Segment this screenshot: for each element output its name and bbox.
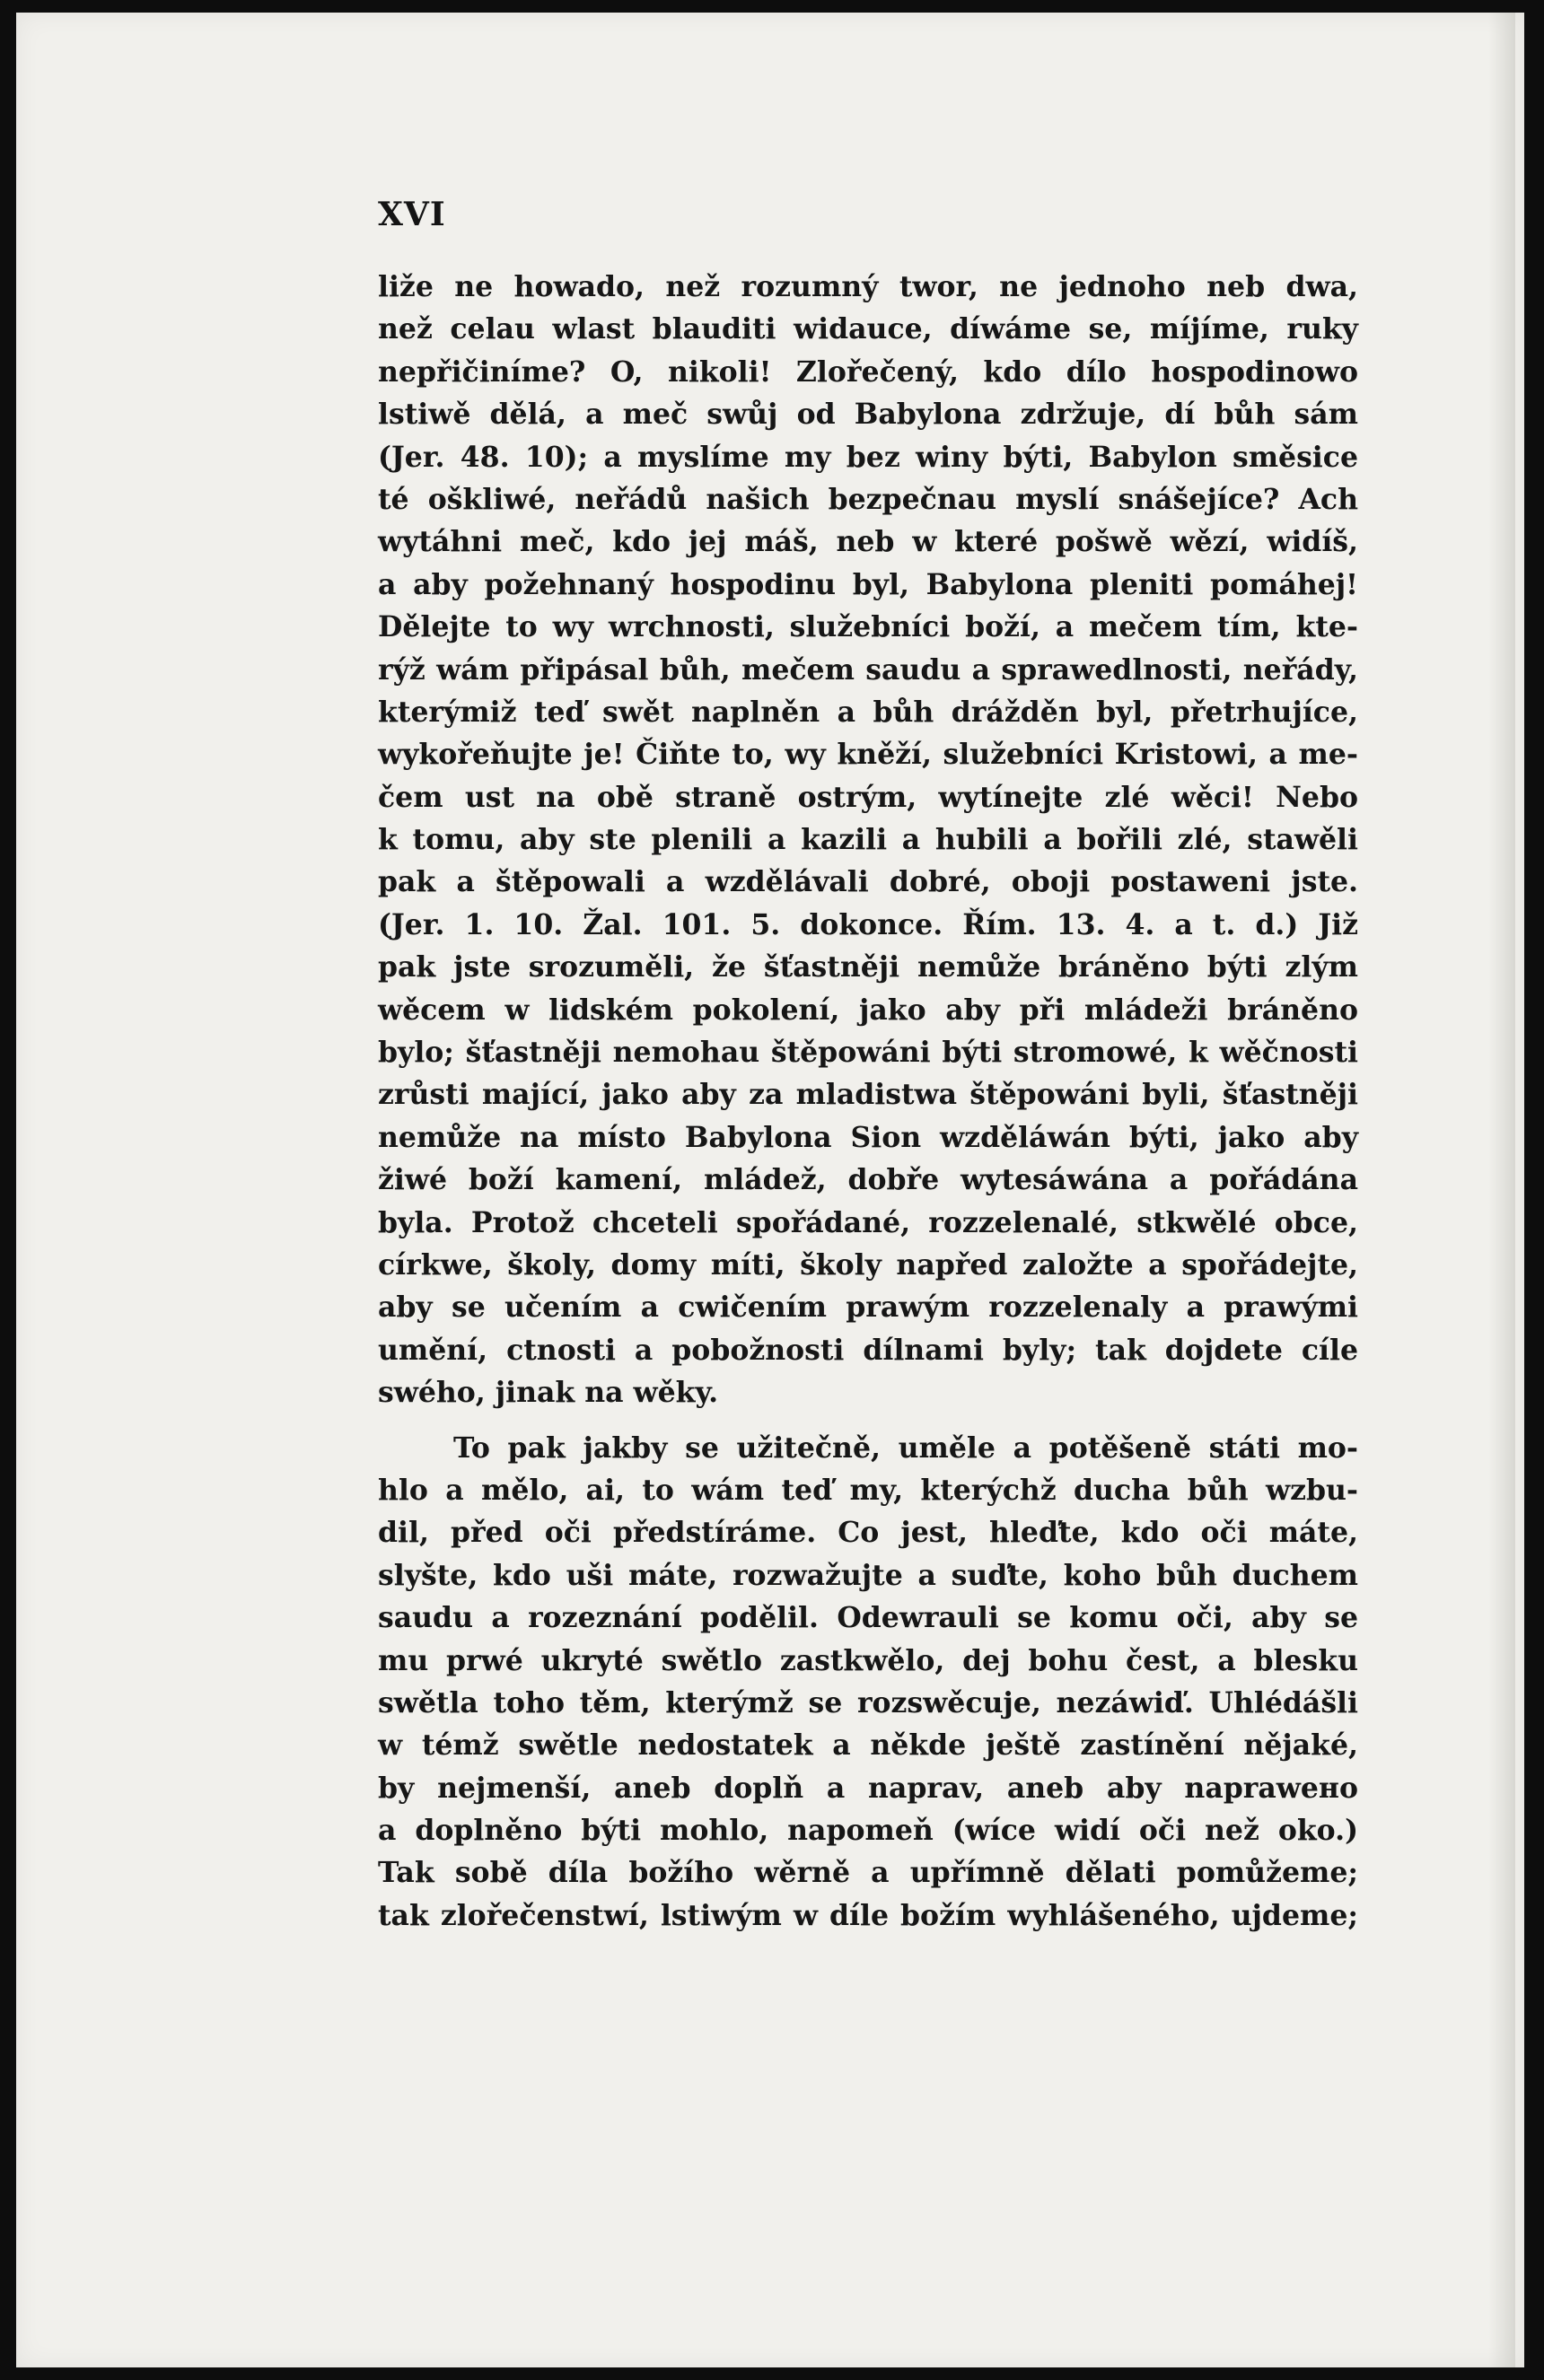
- text-line: w témž swětle nedostatek a někde ještě zastínění nějaké,: [378, 1728, 1358, 1763]
- text-line: tak zlořečenstwí, lstiwým w díle božím wyhlášeného, ujdeme;: [378, 1898, 1358, 1932]
- text-line: nepřičiníme? O, nikoli! Zlořečený, kdo dílo hospodinowo: [378, 354, 1358, 389]
- text-line: té oškliwé, neřádů našich bezpečnau myslí snášejíce? Ach: [378, 482, 1358, 516]
- text-line: kterýmiž teď swět naplněn a bůh drážděn byl, přetrhujíce,: [378, 695, 1358, 729]
- text-line: žiwé boží kamení, mládež, dobře wytesáwána a pořádána: [378, 1163, 1358, 1197]
- page-number: XVI: [378, 196, 446, 233]
- text-line: (Jer. 1. 10. Žal. 101. 5. dokonce. Řím. 13. 4. a t. d.) Již: [378, 907, 1358, 941]
- text-line: pak a štěpowali a wzdělávali dobré, oboji postaweni jste.: [378, 865, 1358, 899]
- text-line: lstiwě dělá, a meč swůj od Babylona zdržuje, dí bůh sám: [378, 398, 1358, 432]
- text-line: dil, před oči předstíráme. Co jest, hleďte, kdo oči máte,: [378, 1516, 1358, 1550]
- text-line: Dělejte to wy wrchnosti, služebníci boží, a mečem tím, kte-: [378, 610, 1358, 644]
- text-line: než celau wlast blauditi widauce, díwáme se, míjíme, ruky: [378, 312, 1358, 346]
- text-line: hlo a mělo, ai, to wám teď my, kterýchž ducha bůh wzbu-: [378, 1473, 1358, 1507]
- text-line: Tak sobě díla božího wěrně a upřímně dělati pomůžeme;: [378, 1856, 1358, 1890]
- text-line: rýž wám připásal bůh, mečem saudu a sprawedlnosti, neřády,: [378, 652, 1358, 687]
- text-line: a aby požehnaný hospodinu byl, Babylona pleniti pomáhej!: [378, 567, 1358, 601]
- text-line: aby se učením a cwičením prawým rozzelenaly a prawými: [378, 1291, 1358, 1325]
- body-text: [378, 266, 1358, 1937]
- text-line: wytáhni meč, kdo jej máš, neb w které pošwě wězí, widíš,: [378, 525, 1358, 559]
- paragraph-gap: [378, 1414, 1358, 1427]
- text-line: zrůsti mající, jako aby za mladistwa štěpowáni byli, šťastněji: [378, 1078, 1358, 1112]
- text-line: swětla toho těm, kterýmž se rozswěcuje, nezáwiď. Uhlédášli: [378, 1685, 1358, 1719]
- text-line: To pak jakby se užitečně, uměle a potěšeně státi mo-: [453, 1431, 1358, 1465]
- text-line: saudu a rozeznání podělil. Odewrauli se komu oči, aby se: [378, 1601, 1358, 1635]
- text-line: liže ne howado, než rozumný twor, ne jednoho neb dwa,: [378, 270, 1358, 303]
- text-line: (Jer. 48. 10); a myslíme my bez winy býti, Babylon směsice: [378, 440, 1358, 474]
- text-line: čem ust na obě straně ostrým, wytínejte zlé wěci! Nebo: [378, 780, 1358, 814]
- text-line: slyšte, kdo uši máte, rozwažujte a suďte, koho bůh duchem: [378, 1558, 1358, 1592]
- text-line: církwe, školy, domy míti, školy napřed založte a spořádejte,: [378, 1247, 1358, 1282]
- text-line: mu prwé ukryté swětlo zastkwělo, dej bohu čest, a blesku: [378, 1643, 1358, 1677]
- text-line: pak jste srozuměli, že šťastněji nemůže bráněno býti zlým: [378, 950, 1358, 984]
- paragraph-2: [378, 1427, 1358, 1938]
- text-line: by nejmenší, aneb doplň a naprav, aneb aby naprawено: [378, 1771, 1358, 1805]
- text-line: byla. Protož chceteli spořádané, rozzelenalé, stkwělé obce,: [378, 1205, 1358, 1239]
- text-line: wykořeňujte je! Čiňte to, wy kněží, služebníci Kristowi, a me-: [378, 738, 1358, 772]
- text-line: a doplněno býti mohlo, napomeň (wíce widí oči než oko.): [378, 1814, 1358, 1848]
- text-line: nemůže na místo Babylona Sion wzděláwán býti, jako aby: [378, 1120, 1358, 1154]
- text-line: swého, jinak na wěky.: [378, 1376, 719, 1410]
- text-line: k tomu, aby ste plenili a kazili a hubili a bořili zlé, stawěli: [378, 823, 1358, 857]
- text-line: wěcem w lidském pokolení, jako aby při mládeži bráněno: [378, 993, 1358, 1027]
- text-line: bylo; šťastněji nemohau štěpowáni býti stromowé, k wěčnosti: [378, 1036, 1358, 1070]
- paragraph-1: [378, 266, 1358, 1414]
- text-line: umění, ctnosti a pobožnosti dílnami byly; tak dojdete cíle: [378, 1333, 1358, 1367]
- page-edge-shadow: [1488, 13, 1515, 2367]
